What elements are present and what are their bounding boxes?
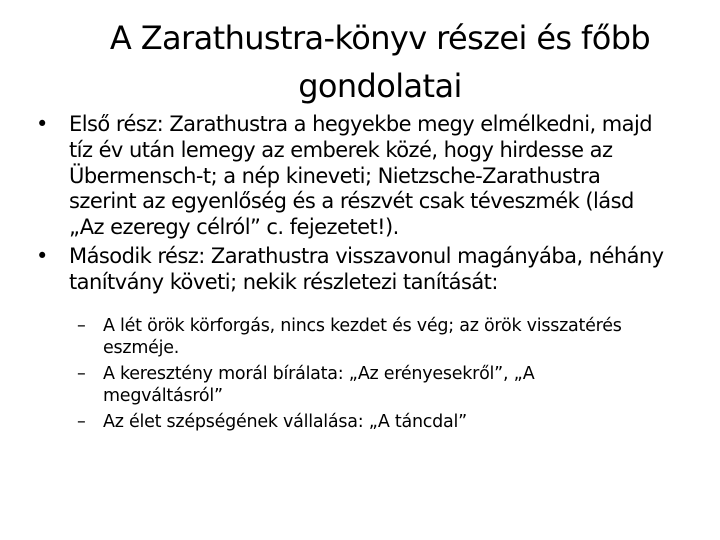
bullet-text: Első rész: Zarathustra a hegyekbe megy elmélkedni, majd tíz év után lemegy az emberek közé, hogy hirdesse az Übermensch-t; a nép kineveti; Nietzsche-Zarathustra szerint az egyenlőség és a részvét csak téveszmék (lásd „Az ezeregy célról” c. fejezetet!). (69, 112, 653, 240)
sub-bullet-text: A lét örök körforgás, nincs kezdet és vég; az örök visszatérés eszméje. (103, 315, 622, 358)
bullet-marker: • (36, 112, 48, 136)
sub-bullet-point (0, 315, 623, 359)
sub-bullet-text: A keresztény morál bírálata: „Az erényesekről”, „A megváltásról” (103, 363, 535, 406)
sub-bullet-text: Az élet szépségének vállalása: „A táncdal” (103, 411, 467, 432)
bullet-text: Második rész: Zarathustra visszavonul magányába, néhány tanítvány követi; nekik részletezi tanítását: (69, 243, 664, 294)
slide-title: A Zarathustra-könyv részei és főbb gondolatai (109, 19, 651, 105)
bullet-marker: • (36, 243, 48, 268)
sub-bullet-point (0, 411, 623, 433)
dash-marker: – (77, 363, 86, 384)
sub-bullet-list (0, 315, 720, 433)
slide-body (0, 112, 720, 437)
sub-bullet-point (0, 363, 623, 407)
bullet-point (0, 112, 669, 241)
dash-marker: – (77, 411, 86, 432)
bullet-point (0, 244, 669, 296)
dash-marker: – (77, 315, 86, 336)
